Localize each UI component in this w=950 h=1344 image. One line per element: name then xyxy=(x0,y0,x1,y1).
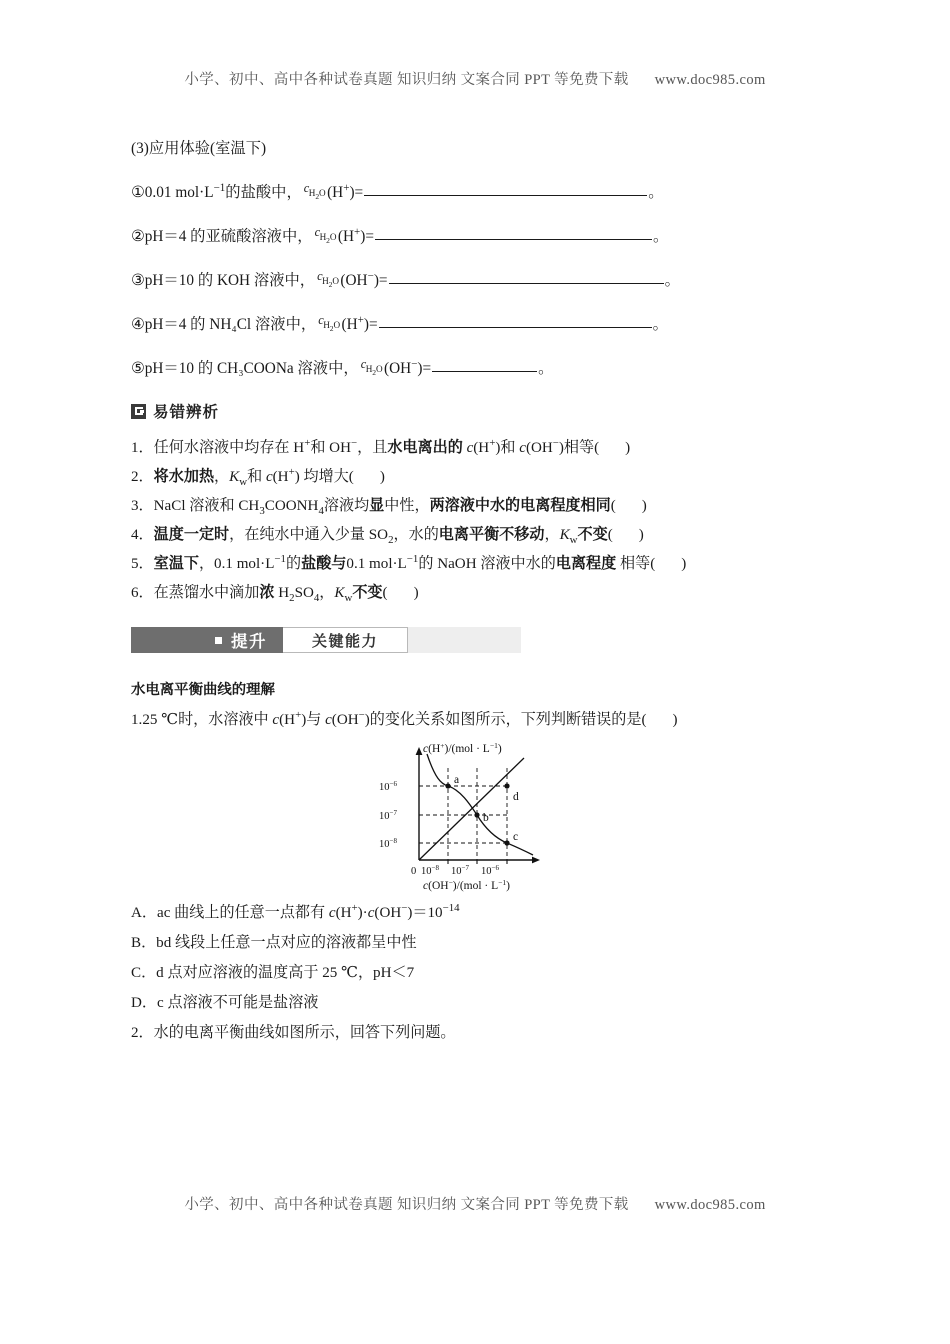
point-b xyxy=(474,813,479,818)
y-tick-label-3: $10^{-8}$ xyxy=(379,837,397,851)
option-d[interactable]: D．c 点溶液不可能是盐溶液 xyxy=(131,995,319,1012)
option-b-text: bd 线段上任意一点对应的溶液都呈中性 xyxy=(156,935,417,952)
question-2: 2．水的电离平衡曲线如图所示，回答下列问题。 xyxy=(131,1025,456,1042)
answer-blank[interactable] xyxy=(432,359,537,372)
mistake-section-header xyxy=(131,400,821,422)
fill-row xyxy=(131,224,821,246)
x-tick-label-0: 0 xyxy=(411,866,417,878)
book-square-icon xyxy=(131,404,146,419)
fill-row-lead: ⑤pH＝10 的 CH₃COONa 溶液中， xyxy=(131,360,359,377)
option-d-text: c 点溶液不可能是盐溶液 xyxy=(157,995,319,1012)
y-tick-label-1: $10^{-6}$ xyxy=(379,780,397,794)
list-item: 2．将水加热，$K_w$和 c(H+) 均增大( ) xyxy=(131,465,385,488)
list-item: 6．在蒸馏水中滴加浓 $H_2SO_4$，$K_w$不变( ) xyxy=(131,584,419,604)
x-tick-label-1: $10^{-8}$ xyxy=(421,864,439,878)
water-ionization-chart xyxy=(361,738,591,893)
running-header xyxy=(0,68,950,89)
options-list xyxy=(131,901,821,1045)
judgement-list xyxy=(131,436,821,605)
ability-heading: 水电离平衡曲线的理解 xyxy=(131,682,275,699)
running-header-url: www.doc985.com xyxy=(654,72,766,88)
period-mark: 。 xyxy=(652,228,669,245)
application-items xyxy=(131,180,821,378)
label-d: d xyxy=(513,791,519,804)
answer-blank[interactable] xyxy=(389,271,664,284)
period-mark: 。 xyxy=(652,316,668,333)
c-water-notation: $^cH_2O(OH^-)=$ xyxy=(360,357,432,377)
option-b[interactable]: B．bd 线段上任意一点对应的溶液都呈中性 xyxy=(131,935,417,952)
running-footer-text: 小学、初中、高中各种试卷真题 知识归纳 文案合同 PPT 等免费下载 xyxy=(184,1197,629,1213)
running-header-text: 小学、初中、高中各种试卷真题 知识归纳 文案合同 PPT 等免费下载 xyxy=(184,72,629,88)
point-d xyxy=(504,784,509,789)
label-c: c xyxy=(513,831,519,844)
mistake-section-title: 易错辨析 xyxy=(153,404,220,421)
application-title: (3)应用体验(室温下) xyxy=(131,140,267,157)
list-item: 3．NaCl 溶液和 $CH_3COONH_4$溶液均显中性，两溶液中水的电离程度相同( ) xyxy=(131,497,647,517)
period-mark: 。 xyxy=(538,360,554,377)
content-column xyxy=(131,136,821,1045)
x-axis-arrow xyxy=(532,857,540,864)
period-mark: 。 xyxy=(664,272,680,289)
fill-row-lead: ④pH＝4 的 NH₄Cl 溶液中， xyxy=(131,316,317,333)
answer-blank[interactable] xyxy=(379,315,652,328)
figure-container xyxy=(131,738,821,893)
c-water-notation: $^cH_2O(H^+)=$ xyxy=(303,181,364,201)
banner-left-block xyxy=(131,627,283,653)
list-item: 5．室温下，0.1 $mol\cdot L^{-1}$的盐酸与0.1 $mol\cdot L^{-1}$的 NaOH 溶液中水的电离程度 相等( ) xyxy=(131,552,687,572)
judgement-text: 室温下，0.1 $mol\cdot L^{-1}$的盐酸与0.1 $mol\cdot L^{-1}$的 NaOH 溶液中水的电离程度 相等( ) xyxy=(153,552,687,572)
answer-blank[interactable] xyxy=(364,183,647,196)
x-axis-label: $c(OH^-)/(mol \cdot L^{-1})$ xyxy=(423,878,510,893)
banner-right-block xyxy=(283,627,408,653)
option-c[interactable]: C．d 点对应溶液的温度高于 25 ℃，pH＜7 xyxy=(131,965,415,982)
y-tick-label-2: $10^{-7}$ xyxy=(379,809,397,823)
answer-blank[interactable] xyxy=(375,227,652,240)
y-axis-arrow xyxy=(416,747,423,755)
question-1: 1.25 ℃时，水溶液中 c(H+)与 c(OH−)的变化关系如图所示，下列判断错误的是( ) xyxy=(131,709,678,729)
option-a-text: ac 曲线上的任意一点都有 $c(H^+)\cdot c(OH^-)=10^{-14}$ xyxy=(157,902,460,922)
option-a[interactable]: A．ac 曲线上的任意一点都有 $c(H^+)\cdot c(OH^-)=10^{-14}$ xyxy=(131,902,460,922)
x-tick-label-3: $10^{-6}$ xyxy=(481,864,499,878)
c-water-notation: $^cH_2O(H^+)=$ xyxy=(318,313,378,333)
judgement-text: 温度一定时，在纯水中通入少量 $SO_2$，水的电离平衡不移动，$K_w$不变( ) xyxy=(153,526,644,546)
option-c-text: d 点对应溶液的温度高于 25 ℃，pH＜7 xyxy=(156,965,415,982)
c-water-notation: $^cH_2O(H^+)=$ xyxy=(314,225,374,245)
label-b: b xyxy=(483,812,489,825)
banner-left-label: 提升 xyxy=(231,633,267,652)
fill-row-lead: ②pH＝4 的亚硫酸溶液中， xyxy=(131,228,313,245)
square-bullet-icon xyxy=(215,637,222,644)
list-item: 4．温度一定时，在纯水中通入少量 $SO_2$，水的电离平衡不移动，$K_w$不变( ) xyxy=(131,526,644,546)
judgement-text: 任何水溶液中均存在 H+和 OH−，且水电离出的 c(H+)和 c(OH−)相等( ) xyxy=(153,436,631,456)
judgement-text: 在蒸馏水中滴加浓 $H_2SO_4$，$K_w$不变( ) xyxy=(153,584,419,604)
fill-row-lead: ①0.01 $mol\cdot L^{-1}$的盐酸中， xyxy=(131,181,302,201)
y-axis-label: $c(H^+)/(mol \cdot L^{-1})$ xyxy=(423,741,502,756)
x-tick-label-2: $10^{-7}$ xyxy=(451,864,469,878)
c-water-notation: $^cH_2O(OH^-)=$ xyxy=(317,269,388,289)
point-a xyxy=(445,784,450,789)
judgement-text: NaCl 溶液和 $CH_3COONH_4$溶液均显中性，两溶液中水的电离程度相同( ) xyxy=(153,497,647,517)
banner-right-label: 关键能力 xyxy=(311,632,378,650)
period-mark: 。 xyxy=(648,184,664,201)
fill-row xyxy=(131,312,821,334)
section-banner xyxy=(131,627,521,656)
label-a: a xyxy=(454,774,460,787)
fill-row xyxy=(131,180,821,202)
fill-row xyxy=(131,268,821,290)
running-footer xyxy=(0,1193,950,1214)
running-footer-url: www.doc985.com xyxy=(654,1197,766,1213)
judgement-text: 将水加热，$K_w$和 c(H+) 均增大( ) xyxy=(153,465,385,488)
point-c xyxy=(504,841,509,846)
list-item: 1．任何水溶液中均存在 H+和 OH−，且水电离出的 c(H+)和 c(OH−)相等( ) xyxy=(131,436,631,456)
fill-row xyxy=(131,356,821,378)
fill-row-lead: ③pH＝10 的 KOH 溶液中， xyxy=(131,272,316,289)
